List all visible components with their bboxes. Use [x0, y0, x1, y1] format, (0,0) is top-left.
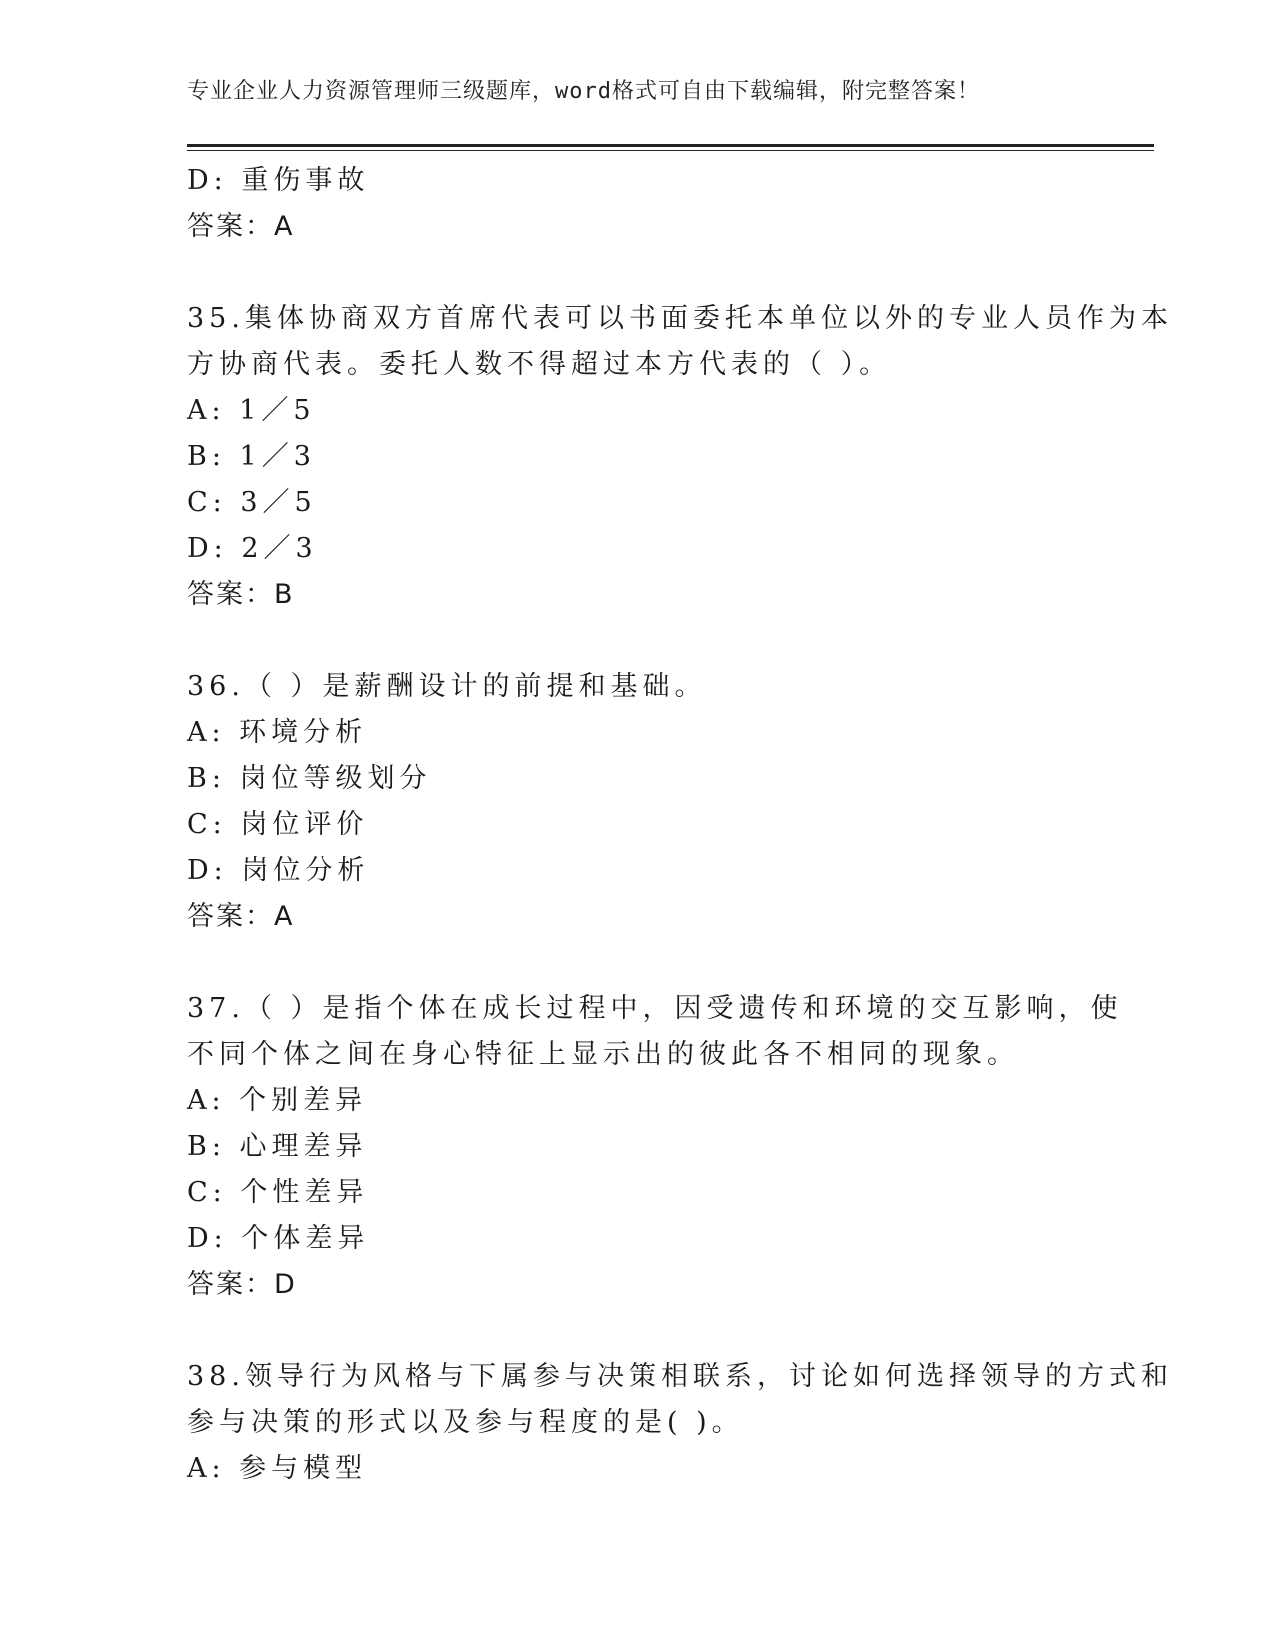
option-line: A: 参与模型: [187, 1453, 368, 1484]
answer-line: 答案：A: [187, 211, 295, 242]
option-line: B: 心理差异: [187, 1131, 368, 1162]
answer-line: 答案：A: [187, 901, 295, 932]
answer-line: 答案：D: [187, 1269, 297, 1300]
question-text: 不同个体之间在身心特征上显示出的彼此各不相同的现象。: [187, 1039, 1019, 1070]
page-header: 专业企业人力资源管理师三级题库，word格式可自由下载编辑，附完整答案！: [187, 79, 980, 104]
spacer: [187, 618, 1087, 664]
question-text: 方协商代表。委托人数不得超过本方代表的（ ）。: [187, 349, 892, 380]
answer-line: 答案：B: [187, 579, 295, 610]
option-line: A: 1／5: [187, 395, 316, 426]
spacer: [187, 250, 1087, 296]
question-text: 36.（ ）是薪酬设计的前提和基础。: [187, 671, 707, 702]
header-rule-thick: [187, 144, 1154, 147]
option-line: C: 岗位评价: [187, 809, 369, 840]
option-line: B: 岗位等级划分: [187, 763, 432, 794]
option-line: C: 个性差异: [187, 1177, 369, 1208]
header-rule-thin: [187, 150, 1154, 151]
question-block: [187, 986, 1123, 1308]
option-line: D: 2／3: [187, 533, 318, 564]
question-block: [187, 296, 1173, 618]
option-line: C: 3／5: [187, 487, 317, 518]
option-line: A: 环境分析: [187, 717, 368, 748]
question-text: 35.集体协商双方首席代表可以书面委托本单位以外的专业人员作为本: [187, 303, 1173, 334]
question-block: [187, 664, 1087, 940]
question-block: [187, 1354, 1173, 1492]
option-line: A: 个别差异: [187, 1085, 368, 1116]
question-list: [187, 158, 1173, 1492]
spacer: [187, 940, 1087, 986]
option-line: B: 1／3: [187, 441, 316, 472]
option-line: D: 个体差异: [187, 1223, 370, 1254]
spacer: [187, 1308, 1087, 1354]
question-text: 37.（ ）是指个体在成长过程中，因受遗传和环境的交互影响，使: [187, 993, 1123, 1024]
option-line: D: 岗位分析: [187, 855, 370, 886]
question-text: 38.领导行为风格与下属参与决策相联系，讨论如何选择领导的方式和: [187, 1361, 1173, 1392]
option-line: D: 重伤事故: [187, 165, 370, 196]
question-text: 参与决策的形式以及参与程度的是( )。: [187, 1407, 744, 1438]
